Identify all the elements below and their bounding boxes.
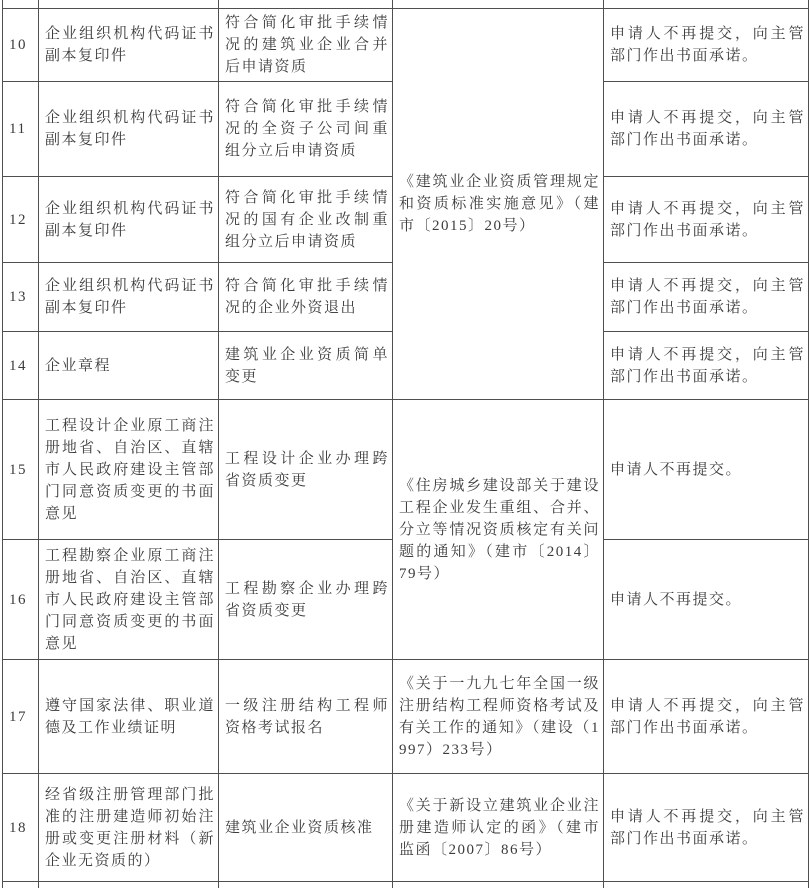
cell-action: 申请人不再提交，向主管部门作出书面承诺。 [604,332,809,400]
cell-situation: 符合简化审批手续情况的建筑业企业合并后申请资质 [219,9,393,82]
cell-no: 14 [3,332,39,400]
cell-basis: 《关于新设立建筑业企业注册建造师认定的函》（建市监函〔2007〕86号） [393,774,604,882]
table-row [3,774,809,882]
table-row-partial-bottom [3,882,809,888]
cell-action: 申请人不再提交，向主管部门作出书面承诺。 [604,82,809,177]
cell-material: 工程设计企业原工商注册地省、自治区、直辖市人民政府建设主管部门同意资质变更的书面意见 [39,400,219,540]
cell-basis [393,882,604,888]
cell-action: 申请人不再提交。 [604,540,809,660]
cell-material [39,882,219,888]
cell-action: 申请人不再提交，向主管部门作出书面承诺。 [604,9,809,82]
cell-situation [219,0,393,9]
cell-no: 13 [3,263,39,332]
cell-situation-red: 建筑业企业资质简单变更 [219,332,393,400]
cell-action: 申请人不再提交，向主管部门作出书面承诺。 [604,660,809,774]
cell-basis-merged: 《建筑业企业资质管理规定和资质标准实施意见》（建市〔2015〕20号） [393,9,604,400]
cell-material: 遵守国家法律、职业道德及工作业绩证明 [39,660,219,774]
cell-situation [219,882,393,888]
cell-action: 申请人不再提交，向主管部门作出书面承诺。 [604,177,809,263]
cell-material: 企业章程 [39,332,219,400]
cell-material: 经省级注册管理部门批准的注册建造师初始注册或变更注册材料（新企业无资质的） [39,774,219,882]
cell-basis [393,0,604,9]
cell-basis-merged: 《住房城乡建设部关于建设工程企业发生重组、合并、分立等情况资质核定有关问题的通知》（建市〔2014〕79号） [393,400,604,660]
cell-action: 申请人不再提交，向主管部门作出书面承诺。 [604,263,809,332]
table-row-partial-top [3,0,809,9]
cell-situation: 符合简化审批手续情况的企业外资退出 [219,263,393,332]
approval-materials-table [2,0,809,888]
table-row [3,660,809,774]
cell-material [39,0,219,9]
cell-no: 16 [3,540,39,660]
table-row [3,400,809,540]
cell-material: 工程勘察企业原工商注册地省、自治区、直辖市人民政府建设主管部门同意资质变更的书面意见 [39,540,219,660]
cell-no: 18 [3,774,39,882]
cell-action: 申请人不再提交。 [604,400,809,540]
cell-situation: 符合简化审批手续情况的全资子公司间重组分立后申请资质 [219,82,393,177]
cell-no: 10 [3,9,39,82]
cell-basis: 《关于一九九七年全国一级注册结构工程师资格考试及有关工作的通知》（建设（1997）233号） [393,660,604,774]
cell-no: 17 [3,660,39,774]
cell-situation: 一级注册结构工程师资格考试报名 [219,660,393,774]
cell-no: 11 [3,82,39,177]
cell-action: 申请人不再提交，向主管部门作出书面承诺。 [604,774,809,882]
cell-no: 12 [3,177,39,263]
cell-material: 企业组织机构代码证书副本复印件 [39,177,219,263]
cell-action [604,0,809,9]
cell-material: 企业组织机构代码证书副本复印件 [39,263,219,332]
cell-no: 15 [3,400,39,540]
cell-situation-red: 建筑业企业资质核准 [219,774,393,882]
cell-no [3,0,39,9]
cell-situation: 符合简化审批手续情况的国有企业改制重组分立后申请资质 [219,177,393,263]
cell-situation: 工程设计企业办理跨省资质变更 [219,400,393,540]
cell-situation: 工程勘察企业办理跨省资质变更 [219,540,393,660]
cell-material: 企业组织机构代码证书副本复印件 [39,82,219,177]
cell-no [3,882,39,888]
cell-action [604,882,809,888]
cell-material: 企业组织机构代码证书副本复印件 [39,9,219,82]
table-row [3,9,809,82]
